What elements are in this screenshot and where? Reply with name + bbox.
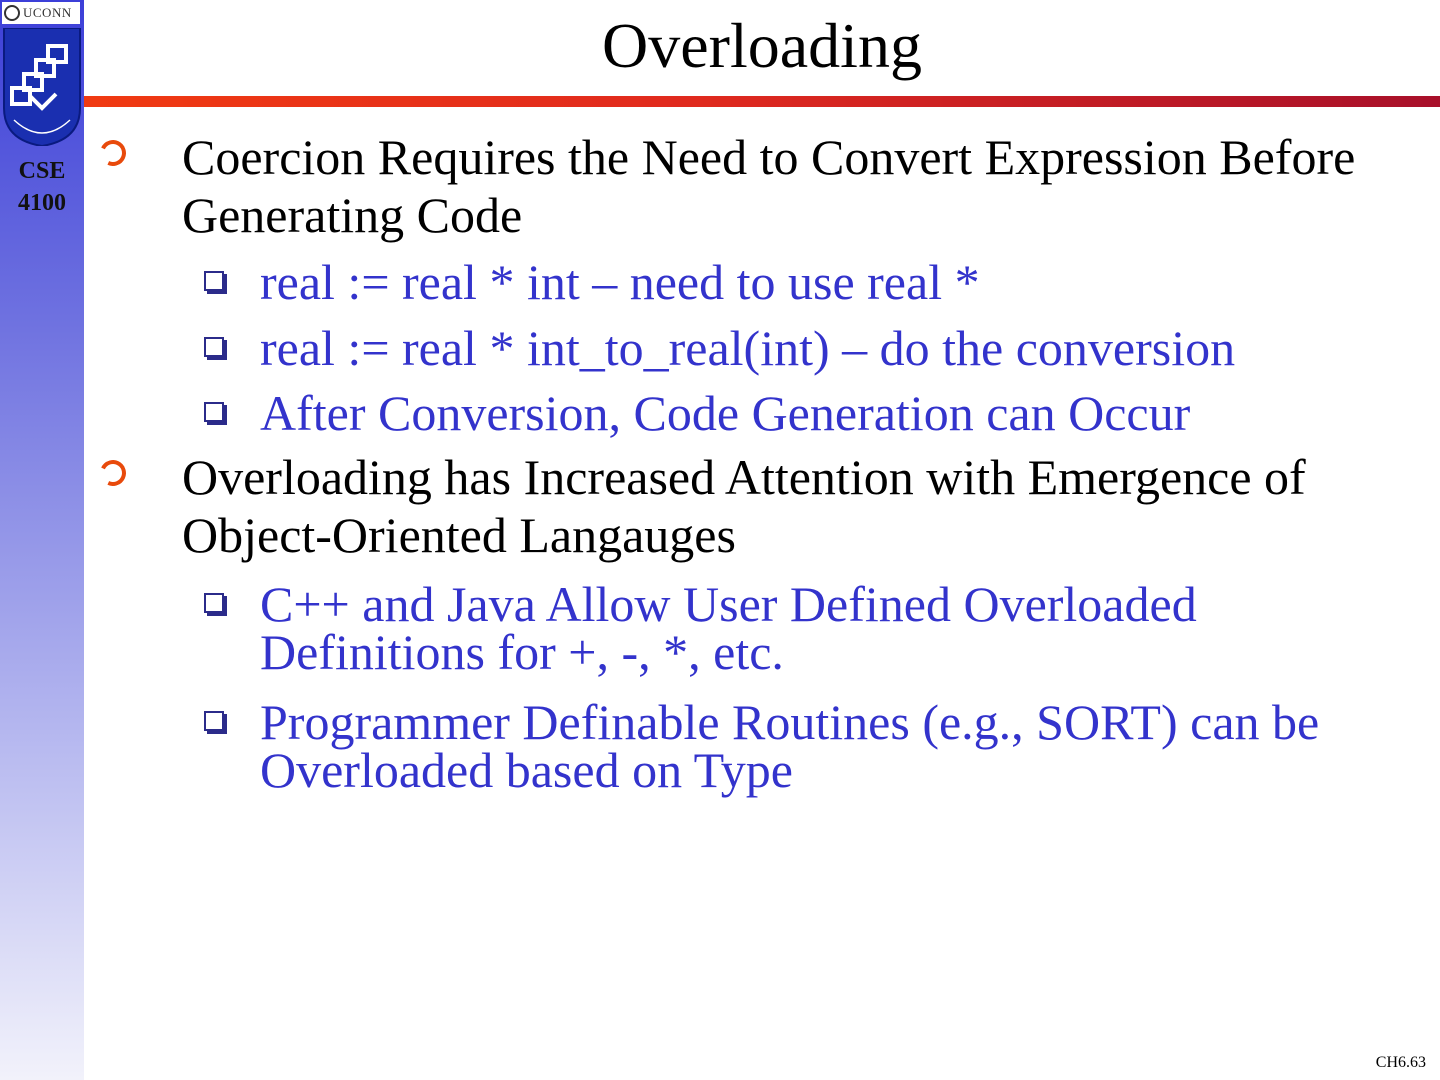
sub-bullet-text: real := real * int – need to use real * [260, 254, 980, 310]
sub-bullet-int-to-real [260, 320, 1420, 376]
bullet-text: Overloading has Increased Attention with Emergence of Object-Oriented Langauges [182, 449, 1306, 563]
bullet-text: Coercion Requires the Need to Convert Expression Before Generating Code [182, 129, 1356, 243]
sub-bullet-text: real := real * int_to_real(int) – do the conversion [260, 320, 1236, 376]
square-bullet-icon [204, 593, 224, 613]
sub-bullet-cpp-java [260, 576, 1420, 680]
square-bullet-icon [204, 711, 224, 731]
sub-bullet-after-conversion [260, 385, 1420, 441]
square-bullet-icon [204, 271, 224, 291]
sub-bullet-text: C++ and Java Allow User Defined Overloaded Definitions for +, -, *, etc. [260, 576, 1197, 680]
course-line-1: CSE [18, 158, 66, 184]
orange-circle-bullet-icon [96, 456, 129, 489]
sub-bullet-programmer-routines [260, 694, 1420, 798]
square-bullet-icon [204, 402, 224, 422]
page-number: CH6.63 [1375, 1054, 1426, 1071]
course-line-2: 4100 [18, 190, 66, 216]
uconn-text: UCONN [23, 5, 72, 20]
sub-bullet-real-int [260, 254, 1420, 310]
slide-title: Overloading [602, 10, 922, 81]
square-bullet-icon [204, 337, 224, 357]
bullet-coercion [182, 128, 1422, 244]
sub-bullet-text: Programmer Definable Routines (e.g., SORT) can be Overloaded based on Type [260, 694, 1320, 798]
bullet-overloading [182, 448, 1422, 564]
orange-circle-bullet-icon [96, 136, 129, 169]
sub-bullet-text: After Conversion, Code Generation can Occur [260, 385, 1191, 441]
